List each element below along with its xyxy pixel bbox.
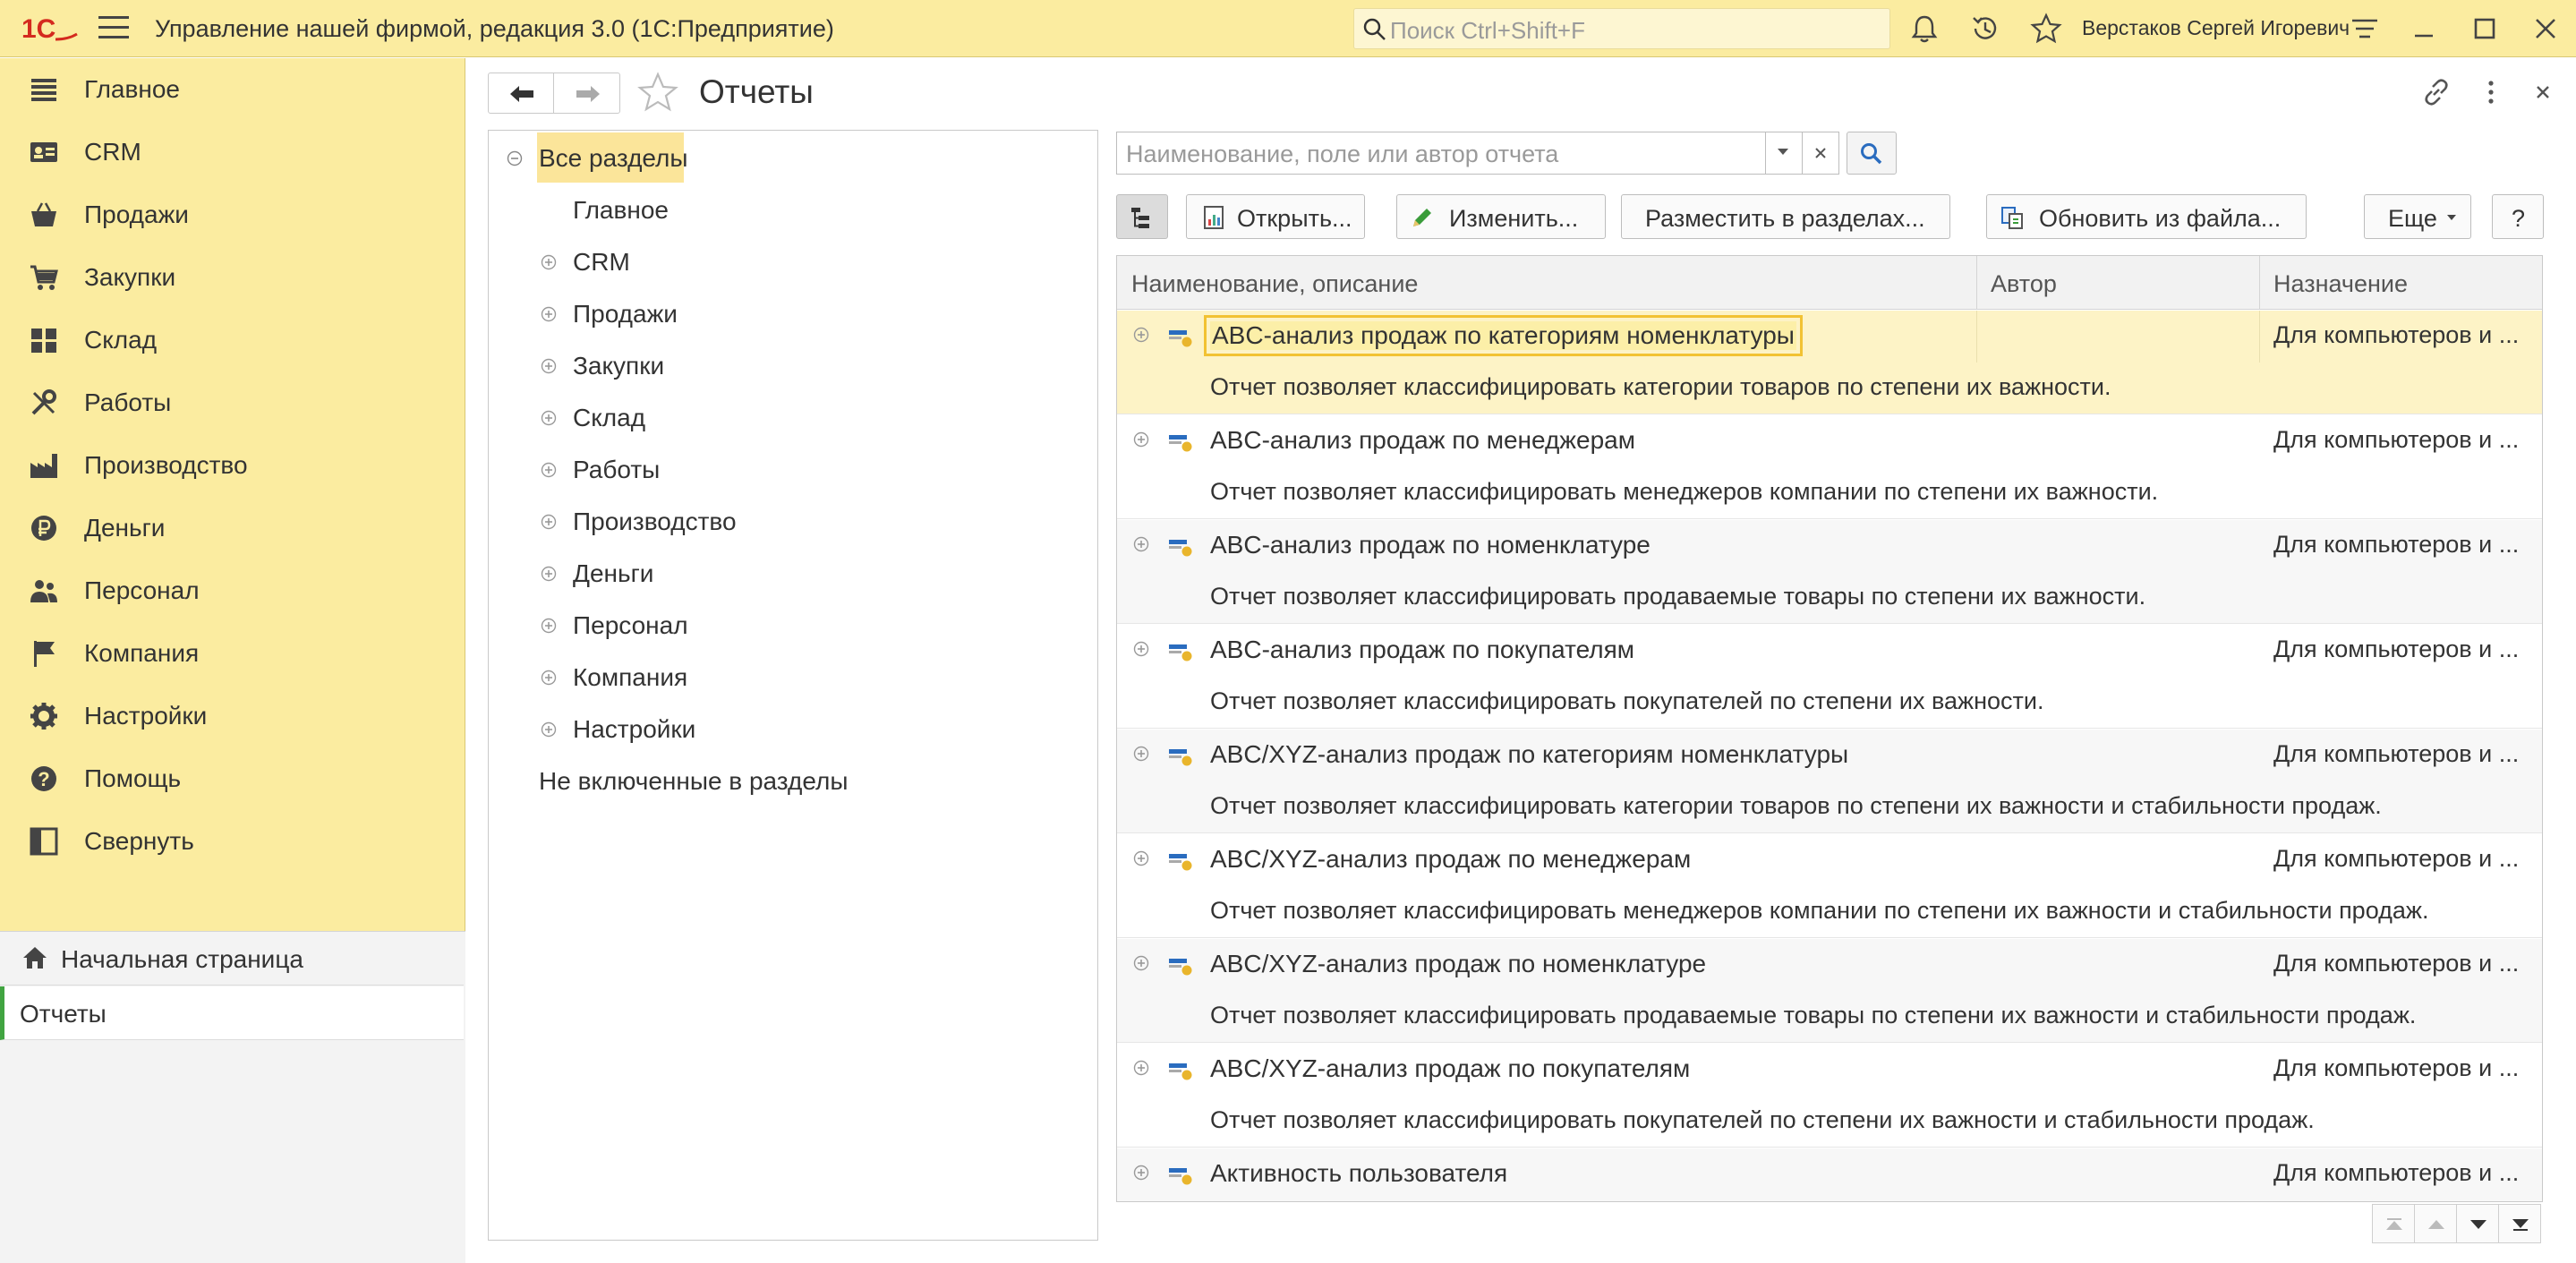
tree-item-personnel[interactable] [489,600,1097,652]
place-in-sections-label: Разместить в разделах... [1645,205,1925,232]
cell-divider [2259,311,2260,363]
sidebar-item-settings[interactable] [0,685,465,747]
chevron-down-icon [2447,215,2456,221]
tree-item-warehouse[interactable] [489,392,1097,444]
tools-icon [29,388,59,418]
report-description: Отчет позволяет классифицировать менеджеров компании по степени их важности. [1210,478,2159,505]
main-menu-icon[interactable] [98,16,129,41]
help-label: ? [2512,205,2526,232]
expand-plus-icon[interactable] [1133,746,1149,762]
update-from-file-button[interactable] [1986,194,2307,239]
tree-item-label: Не включенные в разделы [539,767,849,795]
sidebar-item-label: CRM [84,138,141,166]
report-purpose: Для компьютеров и ... [2273,531,2520,558]
report-option-icon [1167,1058,1194,1081]
table-row[interactable] [1117,415,2542,519]
help-icon [29,764,59,794]
sidebar-item-label: Закупки [84,263,176,291]
expand-plus-icon[interactable] [1133,1060,1149,1076]
sidebar-item-personnel[interactable] [0,559,465,622]
scroll-to-last-button[interactable] [2498,1204,2541,1243]
tree-item-label: Все разделы [539,144,688,172]
expand-plus-icon[interactable] [1133,327,1149,343]
sidebar-item-purchases[interactable] [0,246,465,309]
report-name: ABC-анализ продаж по покупателям [1210,636,1635,663]
arrow-down-icon [2469,1217,2487,1232]
expand-plus-icon[interactable] [1133,431,1149,448]
tree-item-production[interactable] [489,496,1097,548]
history-icon[interactable] [1969,13,2001,45]
tree-item-not-included[interactable] [489,755,1097,807]
tree-item-label: Производство [573,508,737,535]
flag-icon [29,638,59,669]
expand-plus-icon[interactable] [541,358,557,374]
clear-icon [1814,147,1827,159]
expand-plus-icon[interactable] [541,514,557,530]
report-option-icon [1167,534,1194,558]
user-name[interactable]: Верстаков Сергей Игоревич [2082,16,2350,39]
search-icon [1860,142,1883,166]
sidebar-item-help[interactable] [0,747,465,810]
sections-panel [0,58,465,1263]
global-search-placeholder: Поиск Ctrl+Shift+F [1390,17,1585,44]
sidebar-item-label: Работы [84,388,172,416]
table-row[interactable] [1117,834,2542,938]
search-history-dropdown[interactable] [1765,132,1801,174]
sidebar-item-label: Производство [84,451,248,479]
page-title: Отчеты [699,73,814,110]
report-purpose: Для компьютеров и ... [2273,426,2520,453]
report-description: Отчет позволяет классифицировать продаваемые товары по степени их важности. [1210,583,2146,610]
expand-plus-icon[interactable] [541,618,557,634]
global-search-input[interactable] [1353,8,1890,49]
more-vertical-icon[interactable] [2475,76,2507,108]
history-nav [488,73,620,114]
chevron-down-icon [1778,149,1788,156]
app-title: Управление нашей фирмой, редакция 3.0 (1С:Предприятие) [155,15,834,42]
sidebar-item-label: Компания [84,639,200,667]
table-row[interactable] [1117,730,2542,833]
arrow-up-icon [2427,1217,2445,1232]
open-report-label: Открыть... [1237,205,1352,232]
collapse-panel-icon [29,826,59,857]
search-button[interactable] [1847,132,1897,175]
close-form-icon[interactable] [2527,76,2559,108]
close-window-icon[interactable] [2529,13,2562,45]
tree-item-label: Настройки [573,715,696,743]
report-name: ABC/XYZ-анализ продаж по менеджерам [1210,845,1692,873]
open-pages-panel [0,931,465,1263]
tree-item-label: Склад [573,404,646,431]
last-page-icon [2512,1217,2529,1232]
sidebar-item-sales[interactable] [0,183,465,246]
expand-plus-icon[interactable] [1133,641,1149,657]
scroll-up-button[interactable] [2414,1204,2457,1243]
report-description: Отчет позволяет классифицировать категории товаров по степени их важности и стабильности продаж. [1210,792,2382,819]
minimize-icon[interactable] [2408,13,2440,45]
report-option-icon [1167,849,1194,872]
tree-item-crm[interactable] [489,236,1097,288]
expand-plus-icon[interactable] [541,410,557,426]
report-purpose: Для компьютеров и ... [2273,845,2520,872]
sidebar-item-production[interactable] [0,434,465,497]
collapse-minus-icon[interactable] [507,150,523,166]
report-option-icon [1167,953,1194,977]
report-purpose: Для компьютеров и ... [2273,321,2520,348]
column-header-author[interactable]: Автор [1991,270,2057,297]
back-button[interactable] [489,73,554,113]
report-option-icon [1167,430,1194,453]
update-from-file-label: Обновить из файла... [2039,205,2282,232]
link-icon[interactable] [2420,76,2452,108]
report-option-icon [1167,1163,1194,1186]
cell-divider [1976,311,1977,363]
open-page-label: Начальная страница [61,945,303,973]
pencil-icon [1410,205,1435,230]
table-row[interactable] [1117,520,2542,624]
sidebar-item-label: Настройки [84,702,208,730]
tree-view-toggle-button[interactable] [1116,194,1168,239]
report-search-input[interactable] [1116,132,1839,175]
edit-report-label: Изменить... [1449,205,1579,232]
sidebar-item-label: Персонал [84,576,200,604]
report-name: ABC-анализ продаж по категориям номенклатуры [1212,321,1795,349]
report-option-icon [1167,744,1194,767]
table-row[interactable] [1117,939,2542,1043]
svg-text:?: ? [38,768,50,790]
report-option-icon [1167,325,1194,348]
open-page-reports[interactable] [0,986,464,1040]
table-row[interactable] [1117,625,2542,729]
tree-item-label: Персонал [573,611,688,639]
people-icon [29,576,59,606]
edit-report-button[interactable] [1396,194,1606,239]
report-name: ABC/XYZ-анализ продаж по номенклатуре [1210,950,1707,977]
home-icon [21,944,48,971]
1c-logo-icon[interactable] [21,13,79,45]
shopping-cart-icon [29,262,59,293]
report-name: ABC/XYZ-анализ продаж по категориям номенклатуры [1210,740,1849,768]
tree-item-company[interactable] [489,652,1097,704]
gear-icon [29,701,59,731]
expand-plus-icon[interactable] [541,721,557,738]
arrow-right-icon [575,84,601,104]
tree-item-label: Компания [573,663,688,691]
report-search-placeholder: Наименование, поле или автор отчета [1126,141,1559,167]
favorites-star-icon[interactable] [2030,13,2062,45]
sidebar-item-money[interactable] [0,497,465,559]
report-description: Отчет позволяет классифицировать менеджеров компании по степени их важности и стабильности продаж. [1210,897,2429,924]
sidebar-item-main[interactable] [0,58,465,121]
more-label: Еще [2388,205,2437,232]
sidebar-item-label: Деньги [84,514,166,542]
tree-item-label: CRM [573,248,630,276]
tree-item-label: Продажи [573,300,678,328]
column-header-purpose[interactable]: Назначение [2273,270,2409,297]
bell-icon[interactable] [1908,13,1941,45]
report-name: Активность пользователя [1210,1159,1508,1187]
table-row[interactable] [1117,1044,2542,1148]
report-description: Отчет позволяет классифицировать категории товаров по степени их важности. [1210,373,2111,400]
tree-item-label: Деньги [573,559,654,587]
settings-menu-icon[interactable] [2349,13,2381,45]
ruble-coin-icon [29,513,59,543]
report-option-icon [1167,639,1194,662]
report-description: Отчет позволяет классифицировать покупателей по степени их важности. [1210,687,2044,714]
column-divider [1976,256,1977,310]
reports-table [1116,255,2543,1202]
report-description: Отчет позволяет классифицировать продаваемые товары по степени их важности и стабильности продаж. [1210,1002,2417,1028]
sidebar-item-works[interactable] [0,371,465,434]
tree-item-money[interactable] [489,548,1097,600]
sidebar-item-label: Продажи [84,201,189,228]
tree-item-main[interactable] [489,184,1097,236]
expand-plus-icon[interactable] [541,670,557,686]
sidebar-item-company[interactable] [0,622,465,685]
table-row[interactable] [1117,1148,2542,1202]
open-report-button[interactable] [1186,194,1365,239]
sidebar-item-label: Склад [84,326,158,354]
arrow-left-icon [508,84,535,104]
sidebar-item-warehouse[interactable] [0,309,465,371]
svg-text:1С: 1С [21,14,56,44]
sections-tree [488,130,1098,1241]
tree-item-label: Закупки [573,352,665,380]
report-purpose: Для компьютеров и ... [2273,1054,2520,1081]
tree-item-label: Главное [573,196,669,224]
sidebar-item-label: Свернуть [84,827,194,855]
report-purpose: Для компьютеров и ... [2273,740,2520,767]
expand-plus-icon[interactable] [541,306,557,322]
sidebar-item-collapse[interactable] [0,810,465,873]
search-clear-button[interactable] [1802,132,1838,174]
open-page-home[interactable] [0,932,464,986]
contact-card-icon [29,137,59,167]
tree-item-settings[interactable] [489,704,1097,755]
first-page-icon [2385,1217,2403,1232]
sidebar-item-label: Главное [84,75,180,103]
shopping-basket-icon [29,200,59,230]
tree-item-label: Работы [573,456,661,483]
tree-structure-icon [1130,205,1155,230]
report-doc-icon [1201,205,1226,230]
menu-lines-icon [29,74,59,105]
tree-item-works[interactable] [489,444,1097,496]
title-bar [0,0,2576,57]
report-name: ABC-анализ продаж по менеджерам [1210,426,1636,454]
table-header [1117,256,2542,310]
maximize-icon[interactable] [2469,13,2501,45]
expand-plus-icon[interactable] [1133,955,1149,971]
expand-plus-icon[interactable] [1133,536,1149,552]
sidebar-item-label: Помощь [84,764,182,792]
help-button[interactable] [2492,194,2544,239]
tree-item-purchases[interactable] [489,340,1097,392]
report-purpose: Для компьютеров и ... [2273,1159,2520,1186]
warehouse-grid-icon [29,325,59,355]
scroll-to-first-button[interactable] [2372,1204,2415,1243]
expand-plus-icon[interactable] [541,254,557,270]
report-description: Отчет позволяет классифицировать покупателей по степени их важности и стабильности продаж. [1210,1106,2315,1133]
open-page-label: Отчеты [20,1000,107,1028]
more-button[interactable] [2364,194,2471,239]
place-in-sections-button[interactable] [1621,194,1950,239]
table-row[interactable] [1117,311,2542,414]
search-icon [1363,18,1386,41]
reports-form [466,58,2576,1263]
report-name: ABC-анализ продаж по номенклатуре [1210,531,1651,559]
factory-icon [29,450,59,481]
sidebar-item-crm[interactable] [0,121,465,183]
report-purpose: Для компьютеров и ... [2273,950,2520,977]
forward-button[interactable] [555,73,620,113]
column-header-name[interactable]: Наименование, описание [1131,270,1419,297]
column-divider [2259,256,2260,310]
expand-plus-icon[interactable] [541,462,557,478]
report-purpose: Для компьютеров и ... [2273,636,2520,662]
expand-plus-icon[interactable] [1133,1165,1149,1181]
scroll-down-button[interactable] [2456,1204,2499,1243]
report-name: ABC/XYZ-анализ продаж по покупателям [1210,1054,1691,1082]
update-file-icon [2000,205,2025,230]
expand-plus-icon[interactable] [1133,850,1149,866]
expand-plus-icon[interactable] [541,566,557,582]
tree-item-sales[interactable] [489,288,1097,340]
favorite-star-icon[interactable] [636,71,679,114]
tree-item-all-sections[interactable] [489,132,1097,184]
